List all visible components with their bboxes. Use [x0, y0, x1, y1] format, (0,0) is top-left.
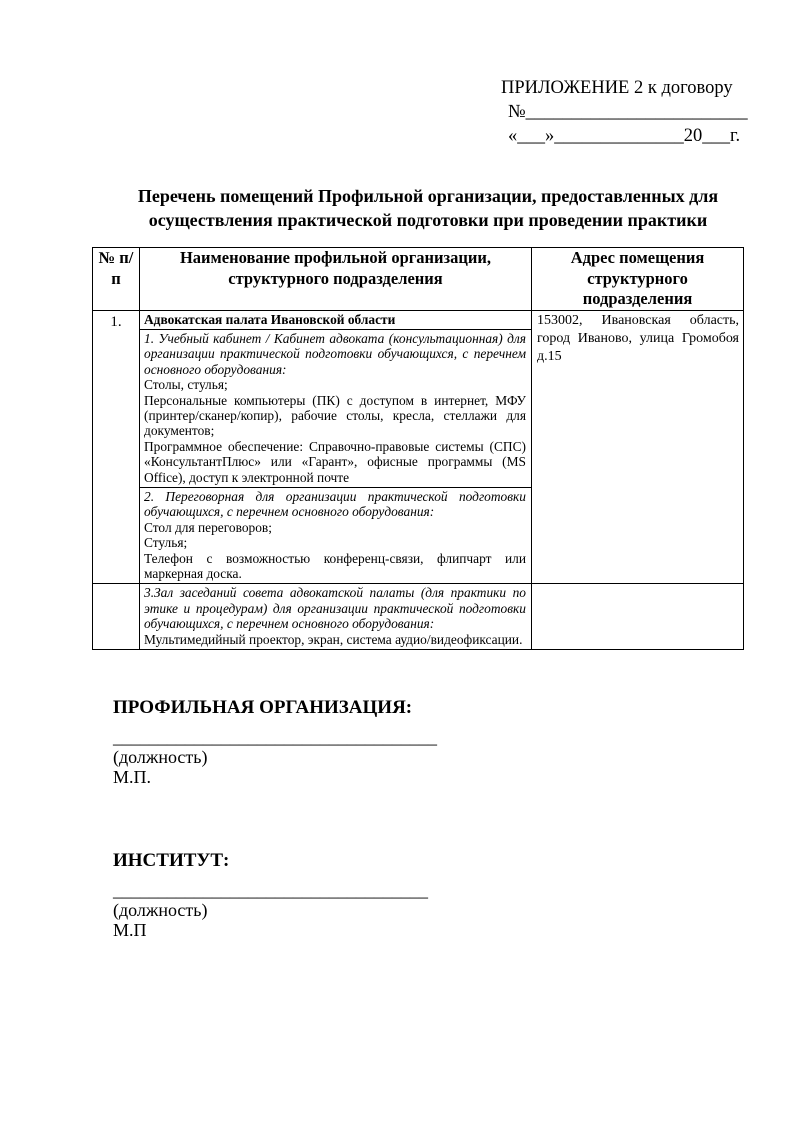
room-section-3 — [140, 584, 531, 649]
organization-cell — [140, 310, 532, 584]
institute-heading: ИНСТИТУТ: — [113, 850, 230, 872]
position-label: (должность) — [113, 900, 208, 921]
seal-label: М.П — [113, 920, 147, 941]
room-section-2 — [140, 487, 531, 583]
address-cell: 153002, Ивановская область, город Иваново, улица Громобоя д.15 — [532, 310, 744, 584]
table-header-row — [93, 248, 744, 311]
signature-line: ____________________________________ — [113, 727, 437, 748]
table-row — [93, 584, 744, 650]
equipment-item: Столы, стулья; — [144, 377, 228, 393]
profile-org-heading: ПРОФИЛЬНАЯ ОРГАНИЗАЦИЯ: — [113, 697, 413, 719]
room-section-1 — [140, 329, 531, 487]
equipment-item: Мультимедийный проектор, экран, система аудио/видеофиксации. — [144, 631, 523, 647]
row-number: 1. — [93, 310, 140, 584]
organization-name: Адвокатская палата Ивановской области — [144, 311, 396, 327]
row-number — [93, 584, 140, 650]
column-header-address: Адрес помещения структурного подразделения — [532, 248, 744, 311]
section-caption: 1. Учебный кабинет / Кабинет адвоката (консультационная) для организации практической подготовки обучающихся, с перечнем основного оборудования: — [144, 330, 526, 377]
seal-label: М.П. — [113, 767, 152, 788]
appendix-line: ПРИЛОЖЕНИЕ 2 к договору — [501, 78, 733, 98]
equipment-item: Телефон с возможностью конференц-связи, флипчарт или маркерная доска. — [144, 550, 526, 581]
contract-number-line: №________________________ — [508, 102, 748, 122]
organization-cell — [140, 584, 532, 650]
equipment-item: Программное обеспечение: Справочно-правовые системы (СПС) «КонсультантПлюс» или «Гарант», офисные программы (MS Office), доступ к электронной почте — [144, 438, 526, 485]
contract-date-line: «___»______________20___г. — [508, 126, 741, 146]
equipment-item: Стол для переговоров; — [144, 519, 272, 535]
contract-header — [501, 76, 748, 148]
signature-line: ___________________________________ — [113, 880, 428, 901]
address-cell — [532, 584, 744, 650]
equipment-item: Персональные компьютеры (ПК) с доступом в интернет, МФУ (принтер/сканер/копир), рабочие столы, кресла, стеллажи для документов; — [144, 392, 526, 439]
section-caption: 3.Зал заседаний совета адвокатской палаты (для практики по этике и процедурам) для организации практической подготовки обучающихся, с перечнем основного оборудования: — [144, 585, 526, 632]
table-row — [93, 310, 744, 584]
premises-table — [92, 247, 744, 650]
institute-signature-block — [113, 849, 743, 940]
section-caption: 2. Переговорная для организации практической подготовки обучающихся, с перечнем основного оборудования: — [144, 488, 526, 520]
column-header-name: Наименование профильной организации, структурного подразделения — [140, 248, 532, 311]
document-title: Перечень помещений Профильной организации, предоставленных для осуществления практической подготовки при проведении практики — [137, 186, 719, 230]
equipment-item: Стулья; — [144, 535, 188, 551]
position-label: (должность) — [113, 747, 208, 768]
column-header-num: № п/п — [93, 248, 140, 311]
profile-org-signature-block — [113, 696, 743, 787]
